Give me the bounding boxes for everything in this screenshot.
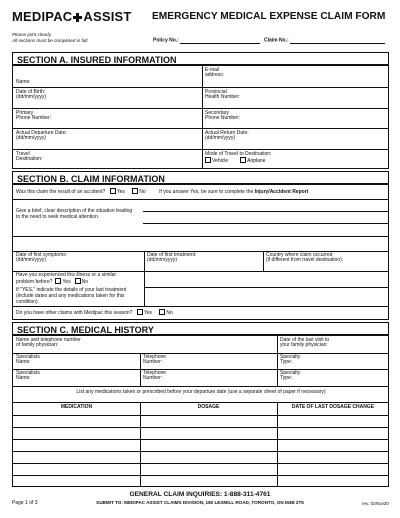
instructions-note bbox=[12, 32, 89, 43]
last-visit-label-1: Date of the last visit to bbox=[280, 336, 330, 343]
specialist-1-phone-field[interactable] bbox=[140, 353, 277, 369]
name-field[interactable] bbox=[13, 66, 202, 87]
specialty-label: Specialty bbox=[280, 369, 301, 376]
specialist-name-label: Name: bbox=[16, 359, 31, 366]
situation-description-field[interactable] bbox=[13, 199, 389, 250]
return-label: Actual Return Date: bbox=[205, 129, 249, 136]
prior-illness-label-2: problem before? bbox=[16, 279, 53, 286]
prior-details-label-1: If "YES," indicate the details of your last treatment bbox=[16, 287, 127, 293]
first-symptoms-field[interactable] bbox=[13, 251, 144, 271]
airplane-label: Airplane bbox=[247, 158, 266, 165]
mode-of-travel-label: Mode of Travel to Destination: bbox=[205, 150, 272, 157]
specialist-name-label: Name: bbox=[16, 375, 31, 382]
travel-destination-field[interactable] bbox=[13, 149, 202, 169]
specialist-2-name-field[interactable] bbox=[13, 369, 140, 386]
primary-phone-label-2: Phone Number: bbox=[16, 115, 52, 122]
accident-note: If you answer Yes, be sure to complete the bbox=[159, 189, 254, 195]
symptoms-label: Date of first symptoms: bbox=[16, 251, 68, 258]
specialty-label: Specialty bbox=[280, 353, 301, 360]
logo-text-right: ASSIST bbox=[83, 9, 132, 24]
other-claims-yes-checkbox[interactable] bbox=[137, 309, 143, 315]
form-title: EMERGENCY MEDICAL EXPENSE CLAIM FORM bbox=[152, 11, 386, 22]
destination-label-2: Destination: bbox=[16, 156, 43, 163]
country-of-claim-field[interactable] bbox=[263, 251, 389, 271]
prior-details-label-2: (include dates and any medications taken for this bbox=[16, 292, 125, 299]
other-claims-row bbox=[13, 306, 389, 320]
date-of-birth-field[interactable] bbox=[13, 87, 202, 108]
email-field[interactable] bbox=[202, 66, 389, 87]
prior-illness-field bbox=[13, 271, 144, 306]
section-a-header: SECTION A. INSURED INFORMATION bbox=[12, 52, 389, 65]
specialist-2-type-field[interactable] bbox=[277, 369, 389, 386]
injury-report-reference: Injury/Accident Report bbox=[254, 189, 309, 195]
medications-instructions: List any medications taken or prescribed before your departure date (use a separate sheet of paper if necessary) bbox=[76, 389, 326, 395]
last-dosage-change-column-header: DATE OF LAST DOSAGE CHANGE bbox=[291, 403, 375, 410]
country-label-2: (if different from travel destination): bbox=[266, 257, 344, 264]
type-label: Type: bbox=[280, 375, 293, 382]
specialist-1-name-field[interactable] bbox=[13, 353, 140, 369]
medication-table-row[interactable] bbox=[13, 475, 389, 476]
policy-number-label: Policy No.: bbox=[153, 37, 179, 44]
claim-number-label: Claim No.: bbox=[264, 37, 289, 44]
return-format: (dd/mm/yyyy) bbox=[205, 135, 235, 142]
number-label: Number: bbox=[143, 359, 163, 366]
accident-no-label: No bbox=[139, 189, 146, 195]
secondary-phone-label-1: Secondary bbox=[205, 109, 229, 116]
departure-label: Actual Departure Date: bbox=[16, 129, 67, 136]
section-b-header: SECTION B. CLAIM INFORMATION bbox=[12, 171, 389, 184]
section-a-box bbox=[12, 65, 389, 169]
dosage-column-header: DOSAGE bbox=[197, 403, 220, 410]
accident-question: Was this claim the result of an accident? bbox=[16, 189, 106, 195]
accident-question-row bbox=[13, 185, 389, 199]
specialist-2-phone-field[interactable] bbox=[140, 369, 277, 386]
prior-yes-checkbox[interactable] bbox=[55, 278, 61, 284]
telephone-label: Telephone bbox=[143, 353, 167, 360]
departure-date-field[interactable] bbox=[13, 128, 202, 149]
accident-yes-label: Yes bbox=[116, 189, 125, 195]
description-line bbox=[143, 223, 389, 224]
accident-yes-checkbox[interactable] bbox=[110, 188, 116, 194]
logo-text-left: MEDIPAC bbox=[12, 9, 73, 24]
country-label-1: Country where claim occurred bbox=[266, 251, 333, 258]
submission-address: SUBMIT TO: MEDIPAC ASSIST CLAIMS DIVISION, 180 LESMILL ROAD, TORONTO, ON M3B 2T5 bbox=[96, 500, 304, 505]
section-b-box bbox=[12, 184, 389, 320]
treatment-format: (dd/mm/yyyy) bbox=[147, 257, 177, 264]
prior-illness-label-1: Have you experienced this illness or a similar bbox=[16, 271, 117, 278]
type-label: Type: bbox=[280, 359, 293, 366]
first-treatment-field[interactable] bbox=[144, 251, 263, 271]
physician-label-1: Name and telephone number bbox=[16, 336, 81, 343]
secondary-phone-label-2: Phone Number: bbox=[205, 115, 241, 122]
secondary-phone-field[interactable] bbox=[202, 108, 389, 128]
description-label-1: Give a brief, clear description of the situation leading bbox=[16, 208, 133, 214]
health-label-2: Health Number: bbox=[205, 94, 241, 101]
medication-table-row[interactable] bbox=[13, 451, 389, 452]
medication-table-row[interactable] bbox=[13, 427, 389, 428]
section-c-box bbox=[12, 335, 389, 487]
accident-no-checkbox[interactable] bbox=[132, 188, 138, 194]
email-label-1: E-mail bbox=[205, 66, 220, 73]
health-label-1: Provincial bbox=[205, 88, 227, 95]
treatment-label: Date of first treatment: bbox=[147, 251, 197, 258]
mode-of-travel-field bbox=[202, 149, 389, 169]
other-claims-yes-label: Yes bbox=[143, 310, 153, 316]
telephone-label: Telephone bbox=[143, 369, 167, 376]
other-claims-no-label: No bbox=[166, 310, 173, 316]
medipac-assist-logo bbox=[12, 10, 132, 25]
policy-number-field[interactable] bbox=[153, 38, 260, 44]
other-claims-question: Do you have other claims with Medipac this season? bbox=[16, 310, 133, 316]
section-c-header: SECTION C. MEDICAL HISTORY bbox=[12, 322, 389, 335]
description-label-2: to the need to seek medical attention. bbox=[16, 213, 100, 220]
claim-number-input[interactable] bbox=[290, 38, 385, 44]
primary-phone-label-1: Primary bbox=[16, 109, 34, 116]
medical-cross-icon bbox=[73, 13, 82, 22]
divider bbox=[144, 271, 145, 306]
number-label: Number: bbox=[143, 375, 163, 382]
prior-details-line bbox=[144, 287, 389, 288]
physician-label-2: of family physician: bbox=[16, 342, 59, 349]
specialist-label: Specialists bbox=[16, 353, 40, 360]
page-number: Page 1 of 3 bbox=[12, 500, 38, 506]
description-line bbox=[143, 211, 389, 212]
last-visit-label-2: your family physician: bbox=[280, 342, 328, 349]
medication-table-row[interactable] bbox=[13, 463, 389, 464]
prior-yes-label: Yes bbox=[62, 279, 71, 286]
specialist-label: Specialists bbox=[16, 369, 40, 376]
dob-format: (dd/mm/yyyy) bbox=[16, 94, 46, 101]
description-line bbox=[13, 236, 389, 237]
destination-label-1: Travel bbox=[16, 150, 30, 157]
return-date-field[interactable] bbox=[202, 128, 389, 149]
dob-label: Date of Birth: bbox=[16, 88, 46, 95]
claim-number-field[interactable] bbox=[264, 38, 385, 44]
note-line-2: All sections must be completed in full. bbox=[12, 37, 89, 43]
prior-no-label: No bbox=[81, 279, 88, 286]
policy-number-input[interactable] bbox=[180, 38, 260, 44]
vehicle-label: Vehicle bbox=[212, 158, 229, 165]
claim-inquiries-phone: GENERAL CLAIM INQUIRIES: 1-888-311-4761 bbox=[129, 491, 271, 498]
primary-phone-field[interactable] bbox=[13, 108, 202, 128]
email-label-2: address: bbox=[205, 72, 225, 79]
note-line-1: Please print clearly. bbox=[12, 32, 52, 37]
departure-format: (dd/mm/yyyy) bbox=[16, 135, 46, 142]
other-claims-no-checkbox[interactable] bbox=[159, 309, 165, 315]
symptoms-format: (dd/mm/yyyy) bbox=[16, 257, 46, 264]
prior-no-checkbox[interactable] bbox=[75, 278, 81, 284]
prior-details-label-3: condition). bbox=[16, 298, 40, 305]
last-visit-field[interactable] bbox=[277, 336, 389, 353]
name-label: Name: bbox=[16, 78, 31, 85]
medication-table-row[interactable] bbox=[13, 415, 389, 416]
specialist-1-type-field[interactable] bbox=[277, 353, 389, 369]
medication-column-header: MEDICATION bbox=[60, 403, 93, 410]
vehicle-checkbox[interactable] bbox=[205, 157, 211, 163]
medication-table-row[interactable] bbox=[13, 439, 389, 440]
family-physician-field[interactable] bbox=[13, 336, 277, 353]
health-number-field[interactable] bbox=[202, 87, 389, 108]
revision-date: rev. 03Nov20 bbox=[362, 501, 389, 506]
airplane-checkbox[interactable] bbox=[240, 157, 246, 163]
